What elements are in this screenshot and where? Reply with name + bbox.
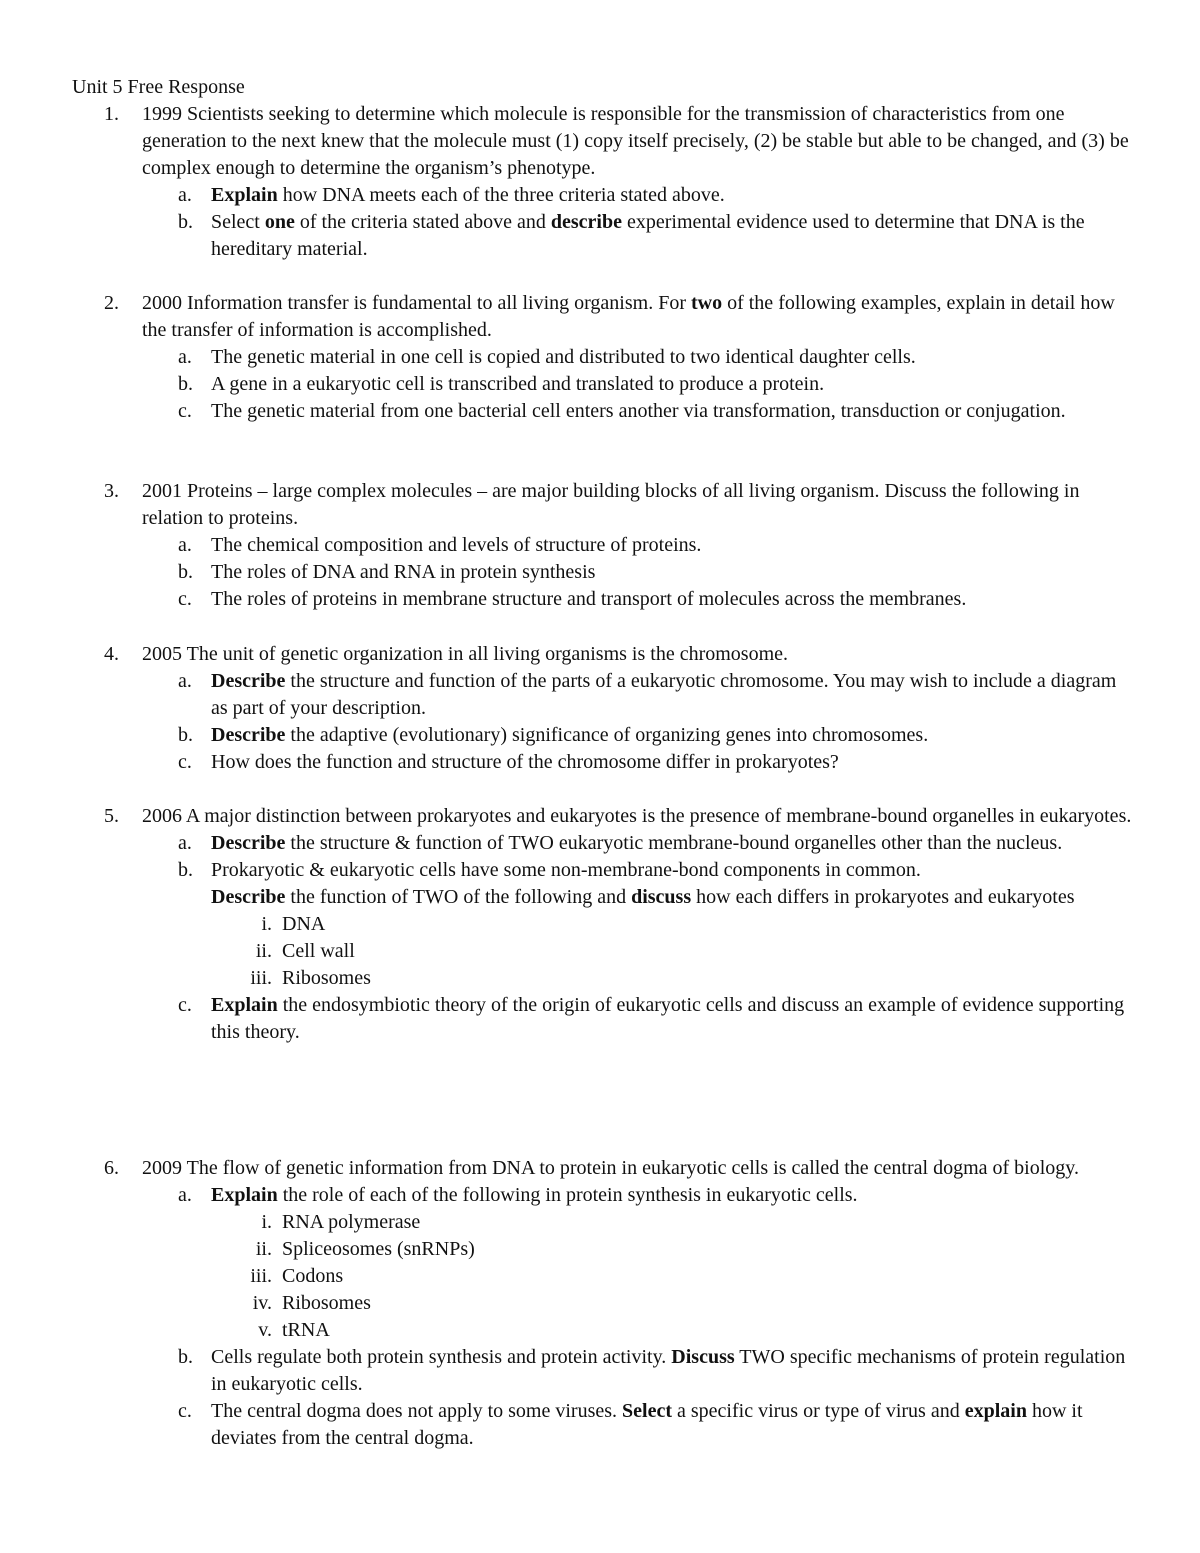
item-text: Ribosomes [282, 967, 371, 989]
question-text: 2000 Information transfer is fundamental to all living organism. For [142, 292, 691, 314]
list-item [0, 1317, 1200, 1344]
item-text: Ribosomes [282, 1292, 371, 1314]
list-item [0, 911, 1200, 938]
part-text: how each differs in prokaryotes and eukaryotes [691, 886, 1075, 908]
part-letter: c. [178, 994, 192, 1016]
question-6 [0, 1155, 1200, 1452]
question-2 [0, 290, 1200, 425]
part-letter: b. [178, 373, 193, 395]
question-text: of the following examples, explain in detail how the transfer of information is accomplished. [142, 292, 1115, 341]
list-item [0, 1236, 1200, 1263]
part-text: How does the function and structure of the chromosome differ in prokaryotes? [211, 751, 839, 773]
part-text: the role of each of the following in protein synthesis in eukaryotic cells. [277, 1184, 858, 1206]
part-letter: b. [178, 561, 193, 583]
part-keyword: Explain [211, 184, 278, 206]
part-text: The genetic material from one bacterial cell enters another via transformation, transduction or conjugation. [211, 400, 1066, 422]
part-letter: b. [178, 859, 193, 881]
part-text: Prokaryotic & eukaryotic cells have some non-membrane-bond components in common. [211, 859, 921, 881]
question-number: 2. [104, 292, 119, 314]
question-part [0, 1344, 1136, 1398]
part-letter: a. [178, 832, 192, 854]
question-text: 2005 The unit of genetic organization in all living organisms is the chromosome. [142, 643, 789, 665]
item-numeral: ii. [255, 1238, 272, 1260]
question-part [0, 830, 1136, 857]
list-item [0, 965, 1200, 992]
question-part [0, 532, 1136, 559]
list-item [0, 1209, 1200, 1236]
part-keyword: Describe [211, 670, 286, 692]
page-title: Unit 5 Free Response [72, 76, 245, 98]
item-numeral: iii. [250, 1265, 272, 1287]
part-text: experimental evidence used to determine that DNA is the hereditary material. [211, 211, 1085, 260]
part-text: how DNA meets each of the three criteria stated above. [277, 184, 725, 206]
part-text: the adaptive (evolutionary) significance of organizing genes into chromosomes. [285, 724, 929, 746]
part-letter: b. [178, 211, 193, 233]
question-text: 1999 Scientists seeking to determine which molecule is responsible for the transmission of characteristics from one generation to the next knew that the molecule must (1) copy itself precisely, (2) be stable but able to be changed, and (3) be complex enough to determine the organism’s phenotype. [142, 103, 1129, 179]
question-text: 2001 Proteins – large complex molecules – are major building blocks of all living organism. Discuss the following in relation to proteins. [142, 480, 1080, 529]
part-keyword: explain [964, 1400, 1027, 1422]
question-number: 6. [104, 1157, 119, 1179]
question-1 [0, 101, 1200, 263]
question-part [0, 992, 1136, 1046]
item-numeral: i. [261, 913, 272, 935]
part-text: TWO specific mechanisms of protein regulation in eukaryotic cells. [211, 1346, 1126, 1395]
part-text: a specific virus or type of virus and [672, 1400, 965, 1422]
part-text: of the criteria stated above and [294, 211, 551, 233]
question-text: 2009 The flow of genetic information from DNA to protein in eukaryotic cells is called the central dogma of biology. [142, 1157, 1079, 1179]
list-item [0, 1290, 1200, 1317]
question-part [0, 209, 1136, 263]
question-keyword: two [690, 292, 723, 314]
part-letter: b. [178, 724, 193, 746]
question-part [0, 1182, 1136, 1209]
part-keyword: discuss [631, 886, 692, 908]
item-numeral: ii. [255, 940, 272, 962]
part-letter: a. [178, 346, 192, 368]
item-text: RNA polymerase [282, 1211, 421, 1233]
question-part [0, 749, 1136, 776]
question-number: 5. [104, 805, 119, 827]
list-item [0, 1263, 1200, 1290]
part-text: Cells regulate both protein synthesis and protein activity. [211, 1346, 672, 1368]
part-letter: a. [178, 670, 192, 692]
question-part [0, 668, 1136, 722]
item-text: Spliceosomes (snRNPs) [282, 1238, 475, 1260]
part-text: The roles of proteins in membrane structure and transport of molecules across the membranes. [211, 588, 967, 610]
part-keyword: Describe [211, 724, 286, 746]
part-text: The chemical composition and levels of structure of proteins. [211, 534, 702, 556]
part-letter: c. [178, 1400, 192, 1422]
list-item [0, 938, 1200, 965]
item-text: Cell wall [282, 940, 355, 962]
question-part [0, 371, 1136, 398]
item-numeral: v. [258, 1319, 272, 1341]
part-keyword: Describe [211, 832, 286, 854]
part-text: the endosymbiotic theory of the origin of eukaryotic cells and discuss an example of evidence supporting this theory. [211, 994, 1125, 1043]
part-text: the structure & function of TWO eukaryotic membrane-bound organelles other than the nucleus. [285, 832, 1063, 854]
part-text: The roles of DNA and RNA in protein synthesis [211, 561, 596, 583]
question-5 [0, 803, 1200, 1046]
item-text: Codons [282, 1265, 344, 1287]
item-text: tRNA [282, 1319, 330, 1341]
question-part [0, 559, 1136, 586]
part-text: the function of TWO of the following and [285, 886, 632, 908]
question-number: 4. [104, 643, 119, 665]
part-text: A gene in a eukaryotic cell is transcribed and translated to produce a protein. [211, 373, 825, 395]
part-keyword: one [264, 211, 295, 233]
part-text: Select [211, 211, 265, 233]
part-letter: c. [178, 400, 192, 422]
question-3 [0, 478, 1200, 613]
part-text: how it deviates from the central dogma. [211, 1400, 1083, 1449]
question-part [0, 344, 1136, 371]
question-part [0, 857, 1136, 911]
question-number: 3. [104, 480, 119, 502]
question-number: 1. [104, 103, 119, 125]
item-numeral: iii. [250, 967, 272, 989]
part-keyword: describe [550, 211, 622, 233]
part-keyword: Discuss [671, 1346, 735, 1368]
question-part [0, 182, 1136, 209]
question-part [0, 1398, 1136, 1452]
part-letter: b. [178, 1346, 193, 1368]
question-part [0, 586, 1136, 613]
part-letter: c. [178, 588, 192, 610]
part-text: The central dogma does not apply to some viruses. [211, 1400, 623, 1422]
part-keyword: Explain [211, 994, 278, 1016]
part-keyword: Describe [211, 886, 286, 908]
question-text: 2006 A major distinction between prokaryotes and eukaryotes is the presence of membrane-bound organelles in eukaryotes. [142, 805, 1132, 827]
question-part [0, 398, 1136, 425]
item-numeral: i. [261, 1211, 272, 1233]
part-text: The genetic material in one cell is copied and distributed to two identical daughter cells. [211, 346, 916, 368]
part-letter: a. [178, 184, 192, 206]
part-letter: c. [178, 751, 192, 773]
item-text: DNA [282, 913, 326, 935]
part-keyword: Select [622, 1400, 672, 1422]
question-part [0, 722, 1136, 749]
part-letter: a. [178, 1184, 192, 1206]
question-4 [0, 641, 1200, 776]
item-numeral: iv. [252, 1292, 272, 1314]
part-letter: a. [178, 534, 192, 556]
part-keyword: Explain [211, 1184, 278, 1206]
part-text: the structure and function of the parts of a eukaryotic chromosome. You may wish to include a diagram as part of your description. [211, 670, 1117, 719]
